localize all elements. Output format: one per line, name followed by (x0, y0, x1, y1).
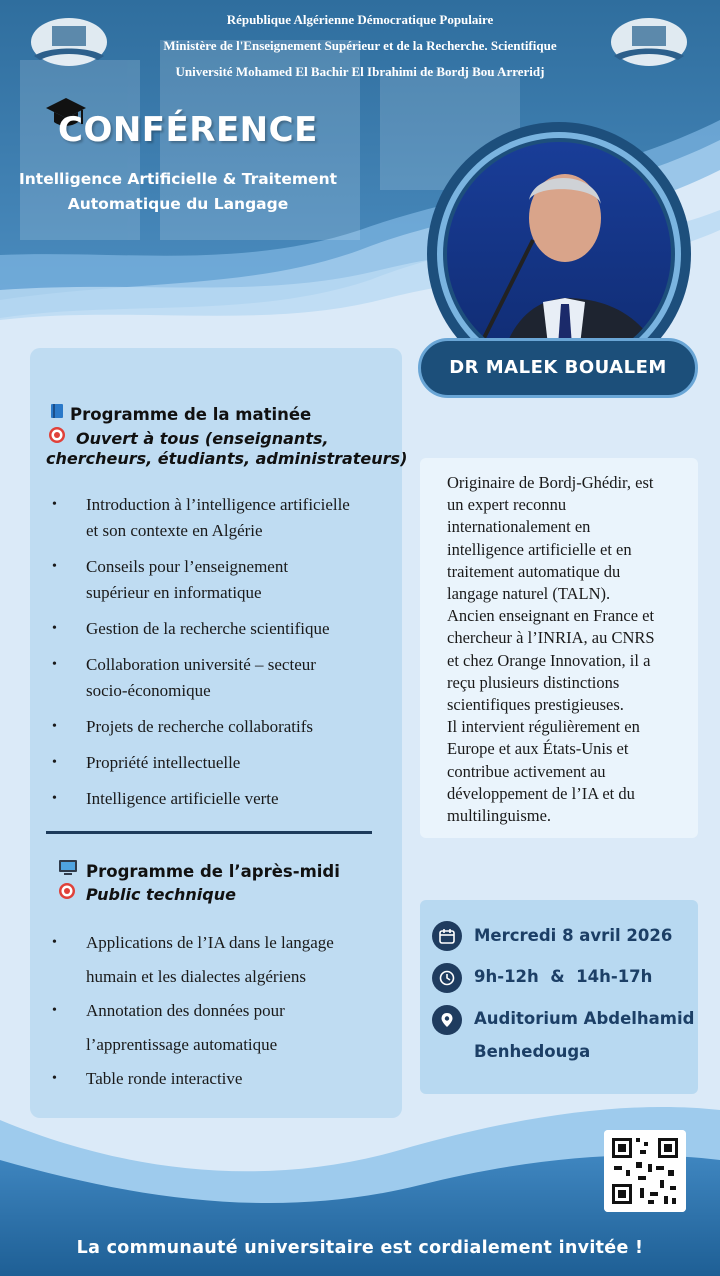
header-university: Université Mohamed El Bachir El Ibrahimi de Bordj Bou Arreridj (175, 64, 545, 79)
subtitle-line1: Intelligence Artificielle & Traitement (18, 170, 338, 188)
event-venue-line1: Auditorium Abdelhamid (474, 1009, 695, 1028)
bio-line: Originaire de Bordj-Ghédir, est (447, 473, 654, 492)
program-item (52, 994, 392, 1062)
bio-line: un expert reconnu (447, 495, 567, 515)
computer-icon (58, 859, 86, 881)
bio-line: intelligence artificielle et en (447, 539, 632, 559)
afternoon-program-heading: Programme de l’après-midi (58, 859, 340, 881)
bio-line: multilinguisme. (447, 806, 552, 826)
bio-line: Ancien enseignant en France et (447, 606, 655, 626)
program-item (52, 492, 392, 544)
speaker-bio (447, 472, 692, 827)
morning-program-list (52, 492, 392, 822)
bio-line: développement de l’IA et du (447, 783, 635, 803)
program-item-line: • Propriété intellectuelle (86, 753, 241, 772)
target-icon (48, 426, 76, 450)
bio-line: chercheur à l’INRIA, au CNRS (447, 628, 655, 648)
program-item-line: supérieur en informatique (86, 583, 262, 602)
subtitle-line2: Automatique du Langage (67, 195, 289, 213)
program-item (52, 786, 392, 812)
program-item-line: • Annotation des données pour (86, 1001, 285, 1020)
bio-line: Il intervient régulièrement en (447, 717, 640, 737)
program-item-line: • Table ronde interactive (86, 1069, 243, 1088)
bio-line: contribue activement au (447, 761, 606, 781)
target-icon (58, 882, 86, 906)
program-item-line: • Introduction à l’intelligence artificielle (86, 495, 350, 514)
clock-icon (432, 963, 462, 993)
program-item (52, 616, 392, 642)
program-item-line: • Projets de recherche collaboratifs (86, 717, 314, 736)
speaker-name-badge: DR MALEK BOUALEM (418, 338, 698, 398)
program-item-line: humain et les dialectes algériens (86, 967, 306, 986)
program-item (52, 714, 392, 740)
bio-line: Europe et aux États-Unis et (447, 739, 629, 759)
program-item-line: et son contexte en Algérie (86, 521, 263, 540)
morning-audience-line2: chercheurs, étudiants, administrateurs) (46, 449, 408, 468)
book-icon (48, 402, 70, 424)
program-item-line: • Gestion de la recherche scientifique (86, 619, 330, 638)
program-item (52, 750, 392, 776)
conference-title: CONFÉRENCE (58, 110, 318, 150)
event-venue-line2: Benhedouga (474, 1042, 591, 1061)
bio-line: internationalement en (447, 517, 591, 537)
event-time: 9h-12h & 14h-17h (474, 967, 653, 986)
bio-line: traitement automatique du (447, 561, 621, 581)
program-item (52, 652, 392, 704)
location-pin-icon (432, 1005, 462, 1035)
morning-audience-line1: Ouvert à tous (enseignants, (48, 426, 329, 450)
program-item (52, 1062, 392, 1096)
bio-line: scientifiques prestigieuses. (447, 695, 624, 715)
qr-code[interactable] (604, 1130, 686, 1212)
program-item (52, 926, 392, 994)
afternoon-audience: Public technique (58, 882, 236, 906)
program-item-line: • Applications de l’IA dans le langage (86, 933, 334, 952)
bio-line: et chez Orange Innovation, il a (447, 650, 651, 670)
header-ministry: Ministère de l'Enseignement Supérieur et de la Recherche. Scientifique (163, 38, 557, 53)
morning-program-heading: Programme de la matinée (48, 402, 311, 424)
section-divider (46, 831, 372, 834)
bio-line: reçu plusieurs distinctions (447, 672, 620, 692)
program-item-line: • Collaboration université – secteur (86, 655, 316, 674)
program-item (52, 554, 392, 606)
event-date: Mercredi 8 avril 2026 (474, 926, 673, 945)
program-item-line: • Conseils pour l’enseignement (86, 557, 289, 576)
afternoon-program-list (52, 926, 392, 1096)
footer-invitation: La communauté universitaire est cordialement invitée ! (76, 1238, 644, 1258)
calendar-icon (432, 921, 462, 951)
program-item-line: socio-économique (86, 681, 211, 700)
bio-line: langage naturel (TALN). (447, 584, 611, 604)
program-item-line: l’apprentissage automatique (86, 1035, 278, 1054)
header-republic: République Algérienne Démocratique Populaire (226, 12, 494, 27)
program-item-line: • Intelligence artificielle verte (86, 789, 279, 808)
